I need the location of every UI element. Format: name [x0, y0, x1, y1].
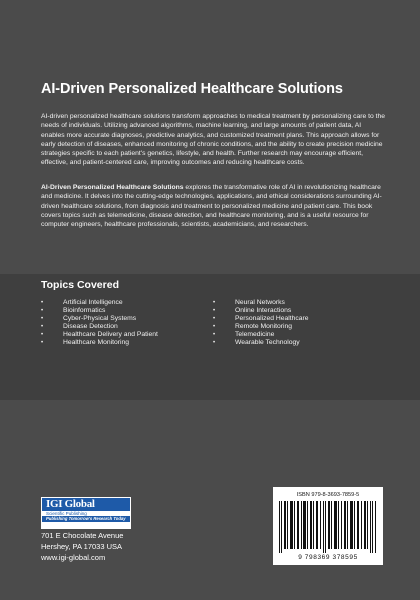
bullet-icon: •	[213, 316, 216, 323]
bullet-icon: •	[41, 324, 44, 331]
paragraph-2-book-title: AI-Driven Personalized Healthcare Solutions	[41, 184, 184, 191]
bullet-icon: •	[41, 300, 44, 306]
topic-item	[41, 315, 158, 323]
isbn-label: ISBN 979-8-3693-7859-5	[296, 492, 360, 498]
topic-label: Remote Monitoring	[235, 323, 293, 331]
topic-item	[41, 307, 158, 315]
description-paragraph-2	[41, 183, 386, 229]
topic-label: Online Interactions	[235, 307, 292, 315]
paragraph-2-text: explores the transformative role of AI in revolutionizing healthcare and medicine. It delves into the cutting-edge technologies, applications, and ethical considerations surrounding AI-driven healthcare solutions, from diagnosis and treatment to personalized medicine and patient care. This book covers topics such as telemedicine, disease detection, and healthcare monitoring, and is a useful resource for computer engineers, healthcare professionals, scientists, academicians, and researchers.	[41, 184, 382, 229]
address-city: Hershey, PA 17033 USA	[41, 541, 123, 551]
topic-item	[213, 323, 309, 331]
topic-label: Cyber-Physical Systems	[63, 315, 137, 323]
logo-tagline: Publishing Tomorrow's Research Today	[42, 516, 130, 522]
topic-label: Wearable Technology	[235, 339, 300, 347]
topics-heading: Topics Covered	[41, 279, 119, 291]
publisher-address	[41, 531, 123, 563]
bullet-icon: •	[41, 340, 44, 347]
topics-list-left	[41, 299, 158, 348]
barcode-bars	[279, 501, 377, 553]
bullet-icon: •	[213, 324, 216, 331]
barcode-digits: 9 798369 378595	[298, 554, 358, 561]
bullet-icon: •	[213, 340, 216, 347]
book-title: AI-Driven Personalized Healthcare Solutions	[41, 81, 343, 97]
bullet-icon: •	[213, 308, 216, 315]
topic-label: Bioinformatics	[63, 307, 106, 315]
bullet-icon: •	[213, 332, 216, 339]
topic-label: Artificial Intelligence	[63, 299, 123, 306]
topic-item	[213, 299, 309, 307]
topic-label: Neural Networks	[235, 299, 285, 306]
topic-item	[41, 339, 158, 347]
topic-item	[41, 331, 158, 339]
description-paragraph-1: AI-driven personalized healthcare solutions transform approaches to medical treatment by personalizing care to the needs of individuals. Utilizing advanced algorithms, machine learning, and large amounts of patient data, AI enables more accurate diagnoses, predictive analytics, and customized treatment plans. This approach allows for early detection of diseases, enhanced monitoring of chronic conditions, and the ability to create precision medicine strategies specific to each patient's genetics, lifestyle, and health. Further research may encourage efficient, effective, and patient-centered care, improving outcomes and reducing healthcare costs.	[41, 113, 386, 167]
topic-item	[213, 331, 309, 339]
topics-list-right	[213, 299, 309, 348]
bullet-icon: •	[213, 300, 216, 306]
topic-label: Healthcare Monitoring	[63, 339, 130, 347]
topic-label: Telemedicine	[235, 331, 275, 339]
publisher-website: www.igi-global.com	[41, 552, 106, 562]
bullet-icon: •	[41, 308, 44, 315]
logo-subtitle: Scientific Publishing	[46, 511, 87, 516]
publisher-logo	[41, 497, 131, 529]
topic-label: Healthcare Delivery and Patient	[63, 331, 158, 339]
topic-item	[41, 323, 158, 331]
topic-label: Disease Detection	[63, 323, 118, 331]
address-street: 701 E Chocolate Avenue	[41, 531, 124, 540]
topic-item	[213, 307, 309, 315]
bullet-icon: •	[41, 332, 44, 339]
barcode-box	[273, 487, 383, 565]
bullet-icon: •	[41, 316, 44, 323]
logo-wordmark: IGI Global	[42, 498, 130, 511]
topic-label: Personalized Healthcare	[235, 315, 309, 323]
topic-item	[41, 299, 158, 307]
topic-item	[213, 315, 309, 323]
topic-item	[213, 339, 309, 347]
